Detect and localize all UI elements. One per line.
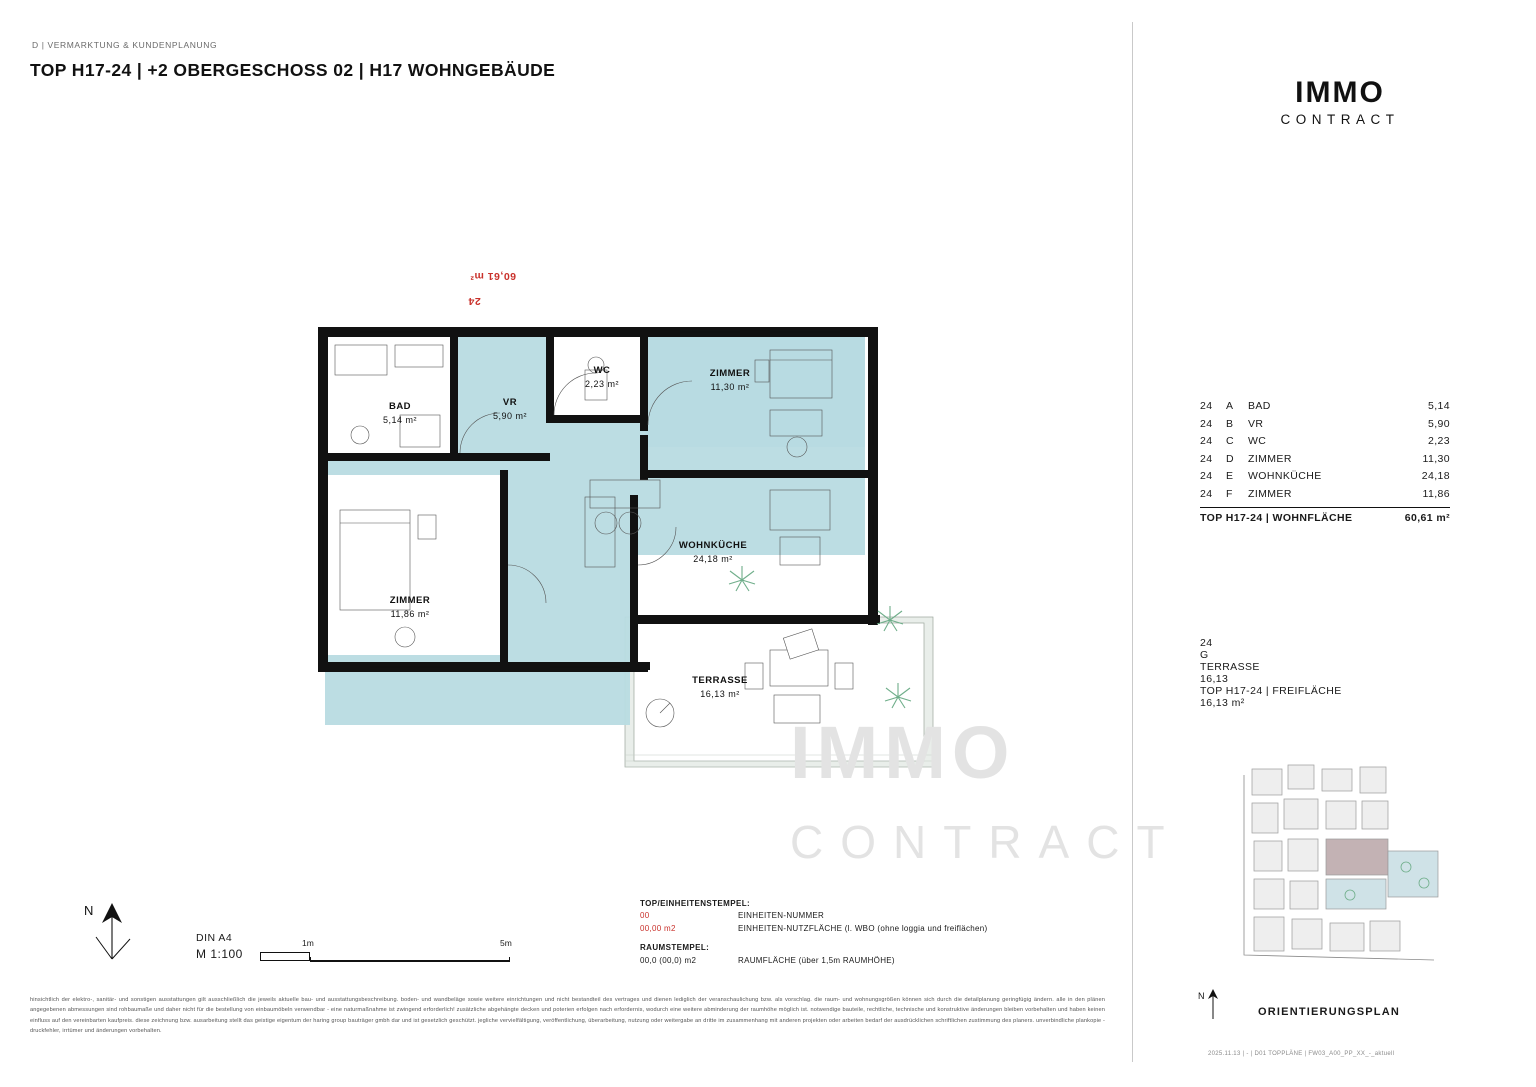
- watermark-line1: IMMO: [790, 711, 1016, 794]
- disclaimer-text: hinsichtlich der elektro-, sanitär- und sonstigen ausstattungen gilt ausschließlich die jeweils aktuelle bau- und ausstattungsbeschreibung. boden- und wandbeläge sowie weitere einrichtungen und nicht bestandteil des vertrages und dienen lediglich der veranschaulichung bzw. als vorschlag. die raum- und wohnungsgrößen können sich durch die detailplanung geringfügig ändern. alle in den plänen angegebenen abmessungen sind rohbaumaße und daher nicht für die bestellung von einbaumöbeln verwendbar - eine naturmaßnahme ist zwingend erforderlich! zusätzliche abgehängte decken und poterien erfolgen nach erfordernis, wodurch eine weitere abminderung der raumhöhe möglich ist. notwendige bauteile, rechtliche, technische und konstruktive änderungen bleiben vorbehalten und haben keinen einfluss auf den vereinbarten kaufpreis. diese zeichnung bzw. ausarbeitung stellt das geistige eigentum der haring group bauträger gmbh dar und ist gesetzlich geschützt. jegliche vervielfältigung, veröffentlichung, überarbeitung, nutzung oder weitergabe an dritte im zusammenhang mit anderen projekten oder arbeiten bedarf der ausdrücklichen schriftlichen zustimmung des planers. unverbindliche plankopie - druckfehler, irrtümer und änderungen vorbehalten.: [30, 997, 1105, 1035]
- table-row: 24 B VR 5,90: [1200, 417, 1450, 430]
- orientation-plan[interactable]: [1238, 755, 1448, 970]
- watermark-line2: CONTRACT: [790, 816, 1182, 868]
- sheet-kicker: D | VERMARKTUNG & KUNDENPLANUNG: [32, 40, 218, 50]
- north-arrow-orientation: [1196, 985, 1230, 1023]
- svg-text:N: N: [84, 903, 94, 918]
- table-row: 24 F ZIMMER 11,86: [1200, 487, 1450, 500]
- scale-tick-end: 5m: [500, 938, 512, 948]
- table-row: 24 G TERRASSE 16,13: [1200, 637, 1260, 685]
- unit-number: 24: [468, 295, 481, 307]
- floor-plan: [300, 265, 1182, 868]
- stamp-legend: [640, 898, 987, 967]
- paper-size: DIN A4: [196, 932, 233, 944]
- table-row: 24 C WC 2,23: [1200, 435, 1450, 447]
- table-sum-row: TOP H17-24 | WOHNFLÄCHE 60,61 m²: [1200, 507, 1450, 524]
- room-label-zimmer-2: ZIMMER 11,86 m²: [389, 595, 431, 619]
- legend-title-unit: TOP/EINHEITENSTEMPEL:: [640, 899, 751, 908]
- table-row: 24 E WOHNKÜCHE 24,18: [1200, 470, 1450, 482]
- room-label-vr: VR 5,90 m²: [492, 397, 527, 421]
- svg-text:N: N: [1198, 991, 1205, 1001]
- unit-area: 60,61 m²: [470, 270, 517, 282]
- legend-row: 00,0 (00,0) m2 RAUMFLÄCHE (über 1,5m RAUMHÖHE): [640, 955, 895, 965]
- legend-row: 00,00 m2 EINHEITEN-NUTZFLÄCHE (l. WBO (ohne loggia und freiflächen): [640, 923, 988, 933]
- table-sum-row: TOP H17-24 | FREIFLÄCHE 16,13 m²: [1200, 685, 1342, 709]
- scale-tick-start: 1m: [302, 938, 314, 948]
- logo-secondary: CONTRACT: [1280, 112, 1400, 127]
- room-label-terrasse: TERRASSE 16,13 m²: [692, 675, 748, 699]
- vertical-divider: [1132, 22, 1133, 1062]
- logo: [1255, 78, 1425, 127]
- sheet-footer-code: 2025.11.13 | - | D01 TOPPLÄNE | FW03_A00_PP_XX_-_aktuell: [1208, 1051, 1395, 1057]
- room-label-wc: WC 2,23 m²: [584, 365, 619, 389]
- room-label-wohnkueche: WOHNKÜCHE 24,18 m²: [678, 540, 748, 564]
- scale-bar: [260, 938, 510, 962]
- paper-scale-info: [196, 932, 243, 961]
- table-row: 24 D ZIMMER 11,30: [1200, 452, 1450, 465]
- room-schedule-table: [1200, 400, 1450, 524]
- orientation-plan-label: ORIENTIERUNGSPLAN: [1258, 1006, 1401, 1018]
- table-row: 24 A BAD 5,14: [1200, 400, 1450, 412]
- scale-value: M 1:100: [196, 947, 243, 961]
- logo-primary: IMMO: [1295, 76, 1385, 109]
- legend-title-room: RAUMSTEMPEL:: [640, 943, 710, 953]
- room-label-zimmer-1: ZIMMER 11,30 m²: [709, 368, 751, 392]
- room-label-bad: BAD 5,14 m²: [382, 401, 417, 425]
- page-title: TOP H17-24 | +2 OBERGESCHOSS 02 | H17 WOHNGEBÄUDE: [30, 60, 556, 80]
- legend-row: 00 EINHEITEN-NUMMER: [640, 911, 825, 921]
- north-arrow-icon: [82, 893, 142, 963]
- outdoor-schedule-table: [1200, 637, 1450, 709]
